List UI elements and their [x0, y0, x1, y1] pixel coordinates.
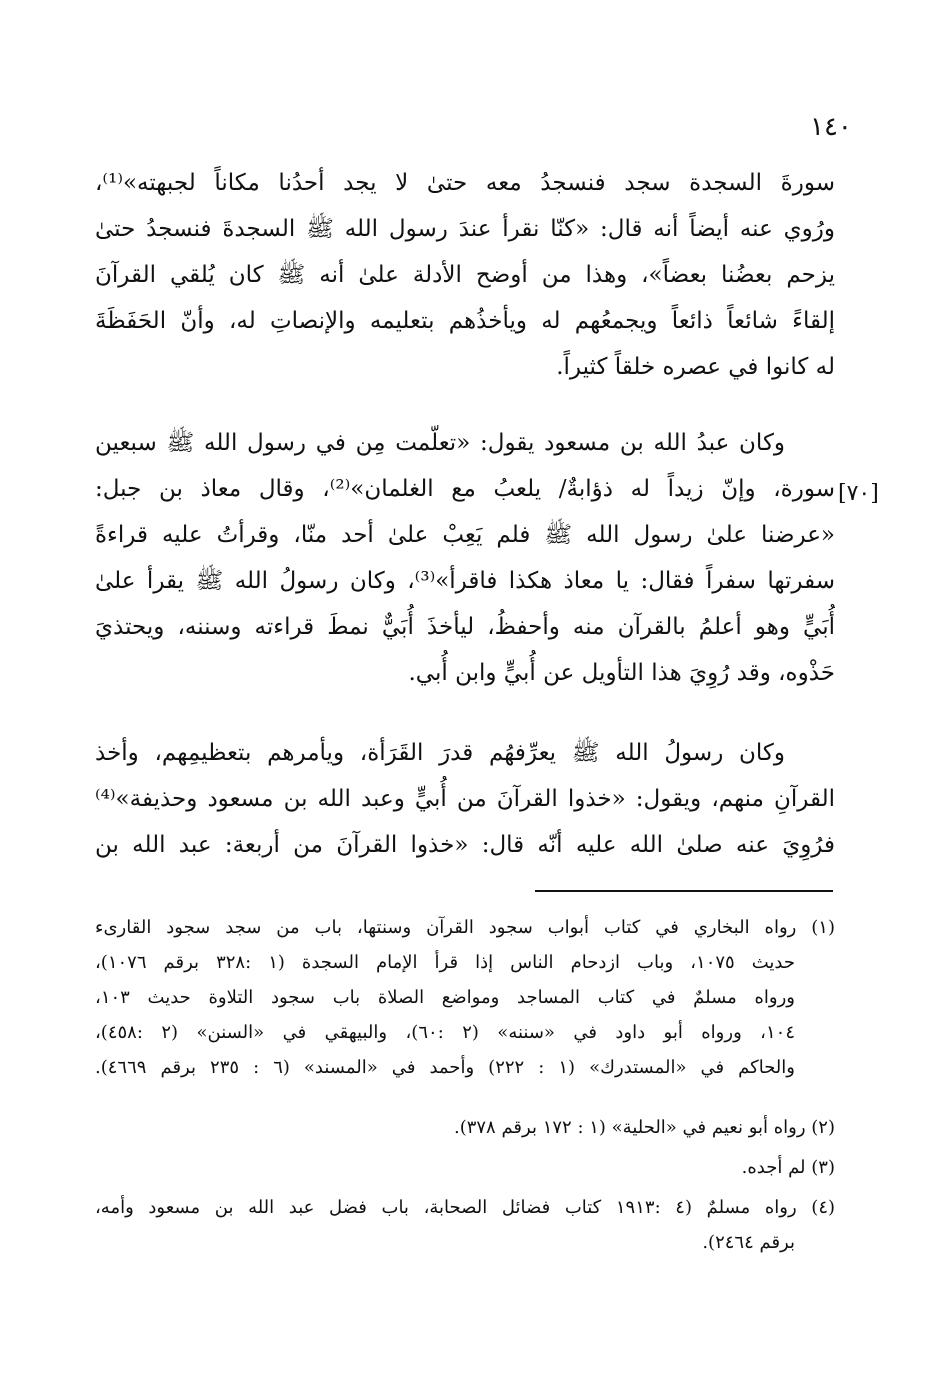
footnote-line: ورواه مسلمٌ في كتاب المساجد ومواضع الصلاة باب سجود التلاوة حديث ١٠٣، [95, 987, 795, 1008]
text-line: سورةَ السجدة سجد فنسجدُ معه حتىٰ لا يجد أحدُنا مكاناً لجبهته»⁽¹⁾، [95, 170, 835, 196]
page-number: ١٤٠ [810, 112, 852, 142]
footnote-line: (٢) رواه أبو نعيم في «الحلية» (١ : ١٧٢ برقم ٣٧٨). [453, 1117, 835, 1138]
text-line: القرآنِ منهم، ويقول: «خذوا القرآنَ من أُبيٍّ وعبد الله بن مسعود وحذيفة»⁽⁴⁾ [95, 786, 835, 812]
text-line: وكان عبدُ الله بن مسعود يقول: «تعلّمت مِن في رسول الله ﷺ سبعين [95, 430, 785, 456]
footnote-3 [95, 1150, 835, 1185]
footnote-2 [95, 1110, 835, 1145]
footnote-separator [535, 890, 833, 892]
footnote-line: حديث ١٠٧٥، وباب ازدحام الناس إذا قرأ الإمام السجدة (١ :٣٢٨ برقم ١٠٧٦)، [95, 952, 795, 973]
text-line: إلقاءً شائعاً ذائعاً ويجمعُهم له ويأخذُهم بتعليمه والإنصاتِ له، وأنّ الحَفَظَةَ [95, 308, 835, 334]
text-line: له كانوا في عصره خلقاً كثيراً. [556, 354, 835, 380]
footnote-line: والحاكم في «المستدرك» (١ : ٢٢٢) وأحمد في «المسند» (٦ : ٢٣٥ برقم ٤٦٦٩). [95, 1057, 795, 1078]
paragraph-1 [95, 160, 835, 390]
margin-page-marker: [٧٠] [838, 481, 879, 506]
footnote-line: برقم ٢٤٦٤). [702, 1232, 795, 1253]
footnote-4 [95, 1190, 835, 1260]
footnote-line: (٣) لم أجده. [741, 1157, 835, 1178]
footnote-line: (١) رواه البخاري في كتاب أبواب سجود القرآن وسنتها، باب من سجد سجود القارىء [95, 917, 835, 938]
footnote-1 [95, 910, 835, 1085]
text-line: فرُوِيَ عنه صلىٰ الله عليه أنّه قال: «خذوا القرآنَ من أربعة: عبد الله بن [95, 832, 835, 858]
text-line: يزحم بعضُنا بعضاً»، وهذا من أوضح الأدلة علىٰ أنه ﷺ كان يُلقي القرآنَ [95, 262, 835, 288]
text-line: سفرتها سفراً فقال: يا معاذ هكذا فاقرأ»⁽³⁾، وكان رسولُ الله ﷺ يقرأ علىٰ [95, 568, 835, 594]
text-line: أُبَيٍّ وهو أعلمُ بالقرآن منه وأحفظُ، ليأخذَ أُبَيٌّ نمطَ قراءته وسننه، ويحتذيَ [95, 614, 835, 640]
paragraph-3 [95, 730, 835, 868]
text-line: ورُوي عنه أيضاً أنه قال: «كنّا نقرأ عندَ رسول الله ﷺ السجدةَ فنسجدُ حتىٰ [95, 216, 835, 242]
footnote-line: (٤) رواه مسلمٌ (٤ :١٩١٣ كتاب فضائل الصحابة، باب فضل عبد الله بن مسعود وأمه، [95, 1197, 835, 1218]
text-line: سورة، وإنّ زيداً له ذؤابةٌ/ يلعبُ مع الغلمان»⁽²⁾، وقال معاذ بن جبل: [95, 476, 835, 502]
text-line: وكان رسولُ الله ﷺ يعرِّفهُم قدرَ القَرَأة، ويأمرهم بتعظيمِهم، وأخذ [95, 740, 785, 766]
text-line: «عرضنا علىٰ رسول الله ﷺ فلم يَعِبْ علىٰ أحد منّا، وقرأتُ عليه قراءةً [95, 522, 835, 548]
text-line: حَذْوه، وقد رُوِيَ هذا التأويل عن أُبيٍّ وابن أُبي. [408, 660, 835, 686]
paragraph-2 [95, 420, 835, 696]
footnote-line: ١٠٤، ورواه أبو داود في «سننه» (٢ :٦٠)، والبيهقي في «السنن» (٢ :٤٥٨)، [95, 1022, 796, 1043]
